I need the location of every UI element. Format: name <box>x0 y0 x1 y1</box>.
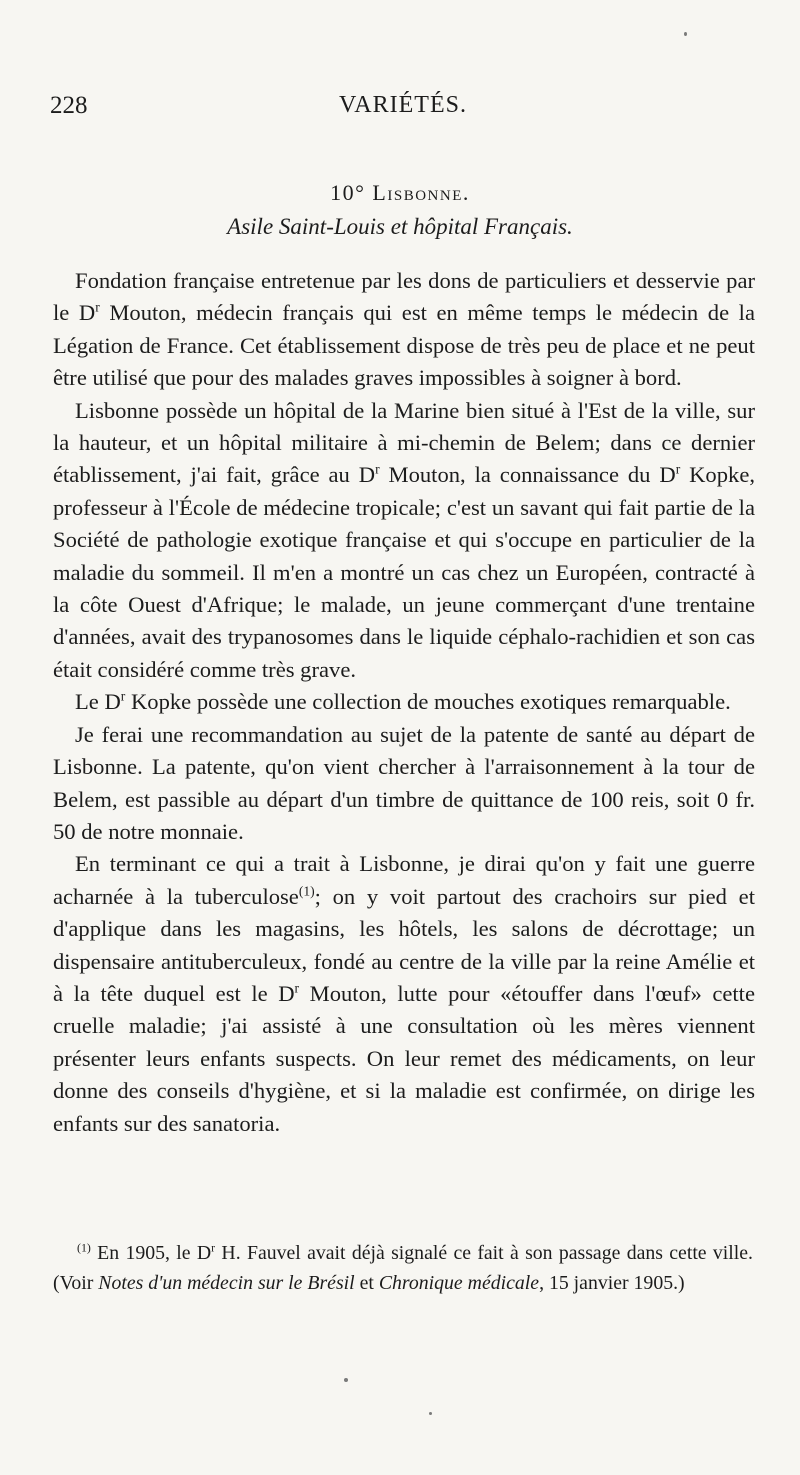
page-header <box>50 92 756 124</box>
footnote <box>53 1238 753 1298</box>
paragraph <box>53 719 755 849</box>
text-run: Je ferai une recommandation au sujet de la patente de santé au départ de Lisbonne. La patente, qu'on vient chercher à l'arraisonnement à la tour de Belem, est passible au départ d'un timbre de quittance de 100 reis, soit 0 fr. 50 de notre monnaie. <box>53 721 755 844</box>
paragraph <box>53 265 755 395</box>
text-run: ; on y voit partout des crachoirs sur pied et d'applique dans les magasins, les hôtels, les salons de décrottage; un dispensaire antituberculeux, fondé au centre de la ville par la reine Amélie et à la tête duquel est le D <box>53 883 755 1006</box>
text-run: Mouton, lutte pour «étouffer dans l'œuf» cette cruelle maladie; j'ai assisté à une consultation où les mères viennent présenter leurs enfants suspects. On leur remet des médicaments, on leur donne des conseils d'hygiène, et si la maladie est confirmée, on dirige les enfants sur des sanatoria. <box>53 980 755 1136</box>
superscript: r <box>211 1240 216 1255</box>
text-run: Kopke possède une collection de mouches exotiques remarquable. <box>125 689 731 715</box>
superscript: r <box>294 980 300 996</box>
running-title: VARIÉTÉS. <box>339 92 467 118</box>
scan-speck <box>344 1378 348 1382</box>
italic-title: Chronique médicale <box>378 1272 540 1294</box>
superscript: r <box>675 461 681 477</box>
text-run: et <box>354 1272 379 1294</box>
text-run: Fondation française entretenue par les dons de particuliers et desservie par le D <box>53 268 755 326</box>
superscript: r <box>95 299 100 315</box>
paragraph <box>53 395 755 687</box>
superscript: r <box>120 688 126 704</box>
section-subheading: Asile Saint-Louis et hôpital Français. <box>227 214 573 239</box>
text-run: Lisbonne possède un hôpital de la Marine bien situé à l'Est de la ville, sur la hauteur, et un hôpital militaire à mi-chemin de Belem; dans ce dernier établissement, j'ai fait, grâce au D <box>53 397 755 488</box>
text-run: Le D <box>75 689 121 715</box>
text-run: En terminant ce qui a trait à Lisbonne, je dirai qu'on y fait une guerre acharnée à la tuberculose <box>53 851 755 909</box>
text-run: H. Fauvel avait déjà signalé ce fait à son passage dans cette ville. (Voir <box>53 1242 754 1294</box>
paragraph <box>53 686 755 718</box>
scan-speck <box>429 1412 432 1415</box>
superscript: (1) <box>298 883 315 899</box>
text-run: , 15 janvier 1905.) <box>539 1272 685 1294</box>
italic-title: Notes d'un médecin sur le Brésil <box>98 1272 355 1294</box>
section-heading: 10° Lisbonne. <box>330 180 470 205</box>
page-number: 228 <box>50 92 88 119</box>
text-run: Mouton, la connaissance du D <box>379 462 676 488</box>
body-text <box>53 265 755 1140</box>
paragraph <box>53 848 755 1140</box>
text-run: En 1905, le D <box>90 1242 212 1264</box>
scan-speck <box>684 32 687 36</box>
superscript: r <box>375 461 380 477</box>
text-run: Kopke, professeur à l'École de médecine tropicale; c'est un savant qui fait partie de la Société de pathologie exotique française et qui s'occupe en particulier de la maladie du sommeil. Il m'en a montré un cas chez un Européen, contracté à la côte Ouest d'Afrique; le malade, un jeune commerçant d'une trentaine d'années, avait des trypanosomes dans le liquide céphalo-rachidien et son cas était considéré comme très grave. <box>53 462 755 682</box>
text-run: Mouton, médecin français qui est en même temps le médecin de la Légation de France. Cet établissement dispose de très peu de place et ne peut être utilisé que pour des malades graves impossibles à soigner à bord. <box>53 300 755 391</box>
superscript: (1) <box>77 1240 91 1255</box>
